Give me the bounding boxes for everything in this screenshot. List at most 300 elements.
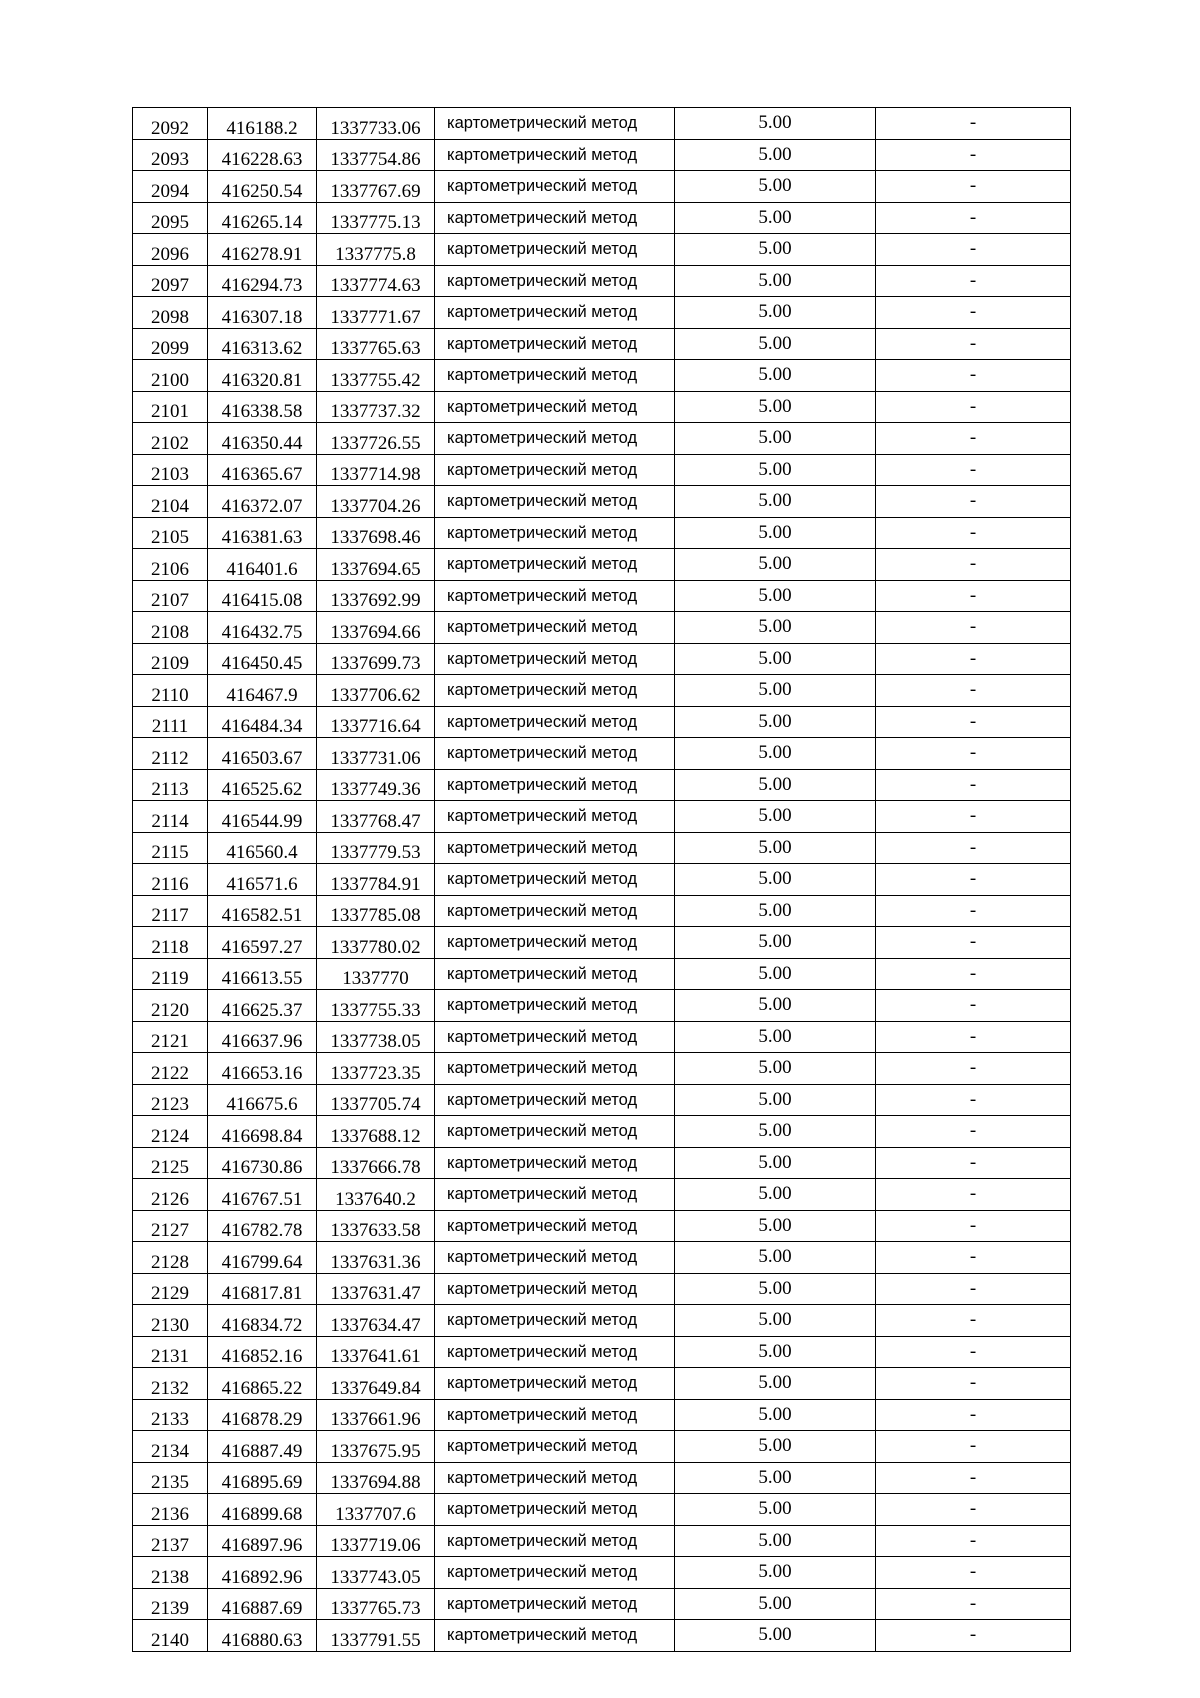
method-cell: картометрический метод: [435, 1525, 675, 1557]
x-coordinate-cell: 416880.63: [208, 1620, 317, 1652]
point-number-cell: 2104: [133, 486, 208, 518]
note-cell: -: [876, 108, 1071, 140]
point-number-cell: 2136: [133, 1494, 208, 1526]
table-row: [133, 990, 1071, 1022]
point-number-cell: 2109: [133, 643, 208, 675]
table-row: [133, 265, 1071, 297]
table-row: [133, 1368, 1071, 1400]
note-cell: -: [876, 1336, 1071, 1368]
accuracy-cell: 5.00: [675, 1116, 876, 1148]
accuracy-cell: 5.00: [675, 423, 876, 455]
point-number-cell: 2106: [133, 549, 208, 581]
x-coordinate-cell: 416415.08: [208, 580, 317, 612]
method-cell: картометрический метод: [435, 139, 675, 171]
method-cell: картометрический метод: [435, 1399, 675, 1431]
x-coordinate-cell: 416899.68: [208, 1494, 317, 1526]
table-row: [133, 486, 1071, 518]
y-coordinate-cell: 1337770: [317, 958, 435, 990]
point-number-cell: 2093: [133, 139, 208, 171]
note-cell: -: [876, 1116, 1071, 1148]
x-coordinate-cell: 416597.27: [208, 927, 317, 959]
table-row: [133, 202, 1071, 234]
point-number-cell: 2116: [133, 864, 208, 896]
accuracy-cell: 5.00: [675, 864, 876, 896]
note-cell: -: [876, 328, 1071, 360]
x-coordinate-cell: 416582.51: [208, 895, 317, 927]
accuracy-cell: 5.00: [675, 171, 876, 203]
table-row: [133, 927, 1071, 959]
y-coordinate-cell: 1337698.46: [317, 517, 435, 549]
x-coordinate-cell: 416730.86: [208, 1147, 317, 1179]
point-number-cell: 2126: [133, 1179, 208, 1211]
accuracy-cell: 5.00: [675, 580, 876, 612]
method-cell: картометрический метод: [435, 1021, 675, 1053]
method-cell: картометрический метод: [435, 643, 675, 675]
point-number-cell: 2130: [133, 1305, 208, 1337]
point-number-cell: 2139: [133, 1588, 208, 1620]
point-number-cell: 2103: [133, 454, 208, 486]
table-row: [133, 139, 1071, 171]
point-number-cell: 2114: [133, 801, 208, 833]
y-coordinate-cell: 1337706.62: [317, 675, 435, 707]
y-coordinate-cell: 1337631.47: [317, 1273, 435, 1305]
x-coordinate-cell: 416278.91: [208, 234, 317, 266]
accuracy-cell: 5.00: [675, 738, 876, 770]
note-cell: -: [876, 1021, 1071, 1053]
x-coordinate-cell: 416313.62: [208, 328, 317, 360]
method-cell: картометрический метод: [435, 1147, 675, 1179]
point-number-cell: 2107: [133, 580, 208, 612]
x-coordinate-cell: 416887.49: [208, 1431, 317, 1463]
method-cell: картометрический метод: [435, 1084, 675, 1116]
note-cell: -: [876, 171, 1071, 203]
table-row: [133, 1053, 1071, 1085]
note-cell: -: [876, 990, 1071, 1022]
table-row: [133, 580, 1071, 612]
point-number-cell: 2108: [133, 612, 208, 644]
note-cell: -: [876, 234, 1071, 266]
accuracy-cell: 5.00: [675, 265, 876, 297]
point-number-cell: 2120: [133, 990, 208, 1022]
y-coordinate-cell: 1337704.26: [317, 486, 435, 518]
point-number-cell: 2138: [133, 1557, 208, 1589]
note-cell: -: [876, 454, 1071, 486]
method-cell: картометрический метод: [435, 1368, 675, 1400]
y-coordinate-cell: 1337649.84: [317, 1368, 435, 1400]
method-cell: картометрический метод: [435, 580, 675, 612]
method-cell: картометрический метод: [435, 1179, 675, 1211]
coordinates-table-body: [133, 108, 1071, 1652]
table-row: [133, 1336, 1071, 1368]
x-coordinate-cell: 416544.99: [208, 801, 317, 833]
point-number-cell: 2119: [133, 958, 208, 990]
x-coordinate-cell: 416250.54: [208, 171, 317, 203]
note-cell: -: [876, 706, 1071, 738]
x-coordinate-cell: 416767.51: [208, 1179, 317, 1211]
x-coordinate-cell: 416307.18: [208, 297, 317, 329]
y-coordinate-cell: 1337768.47: [317, 801, 435, 833]
x-coordinate-cell: 416698.84: [208, 1116, 317, 1148]
y-coordinate-cell: 1337640.2: [317, 1179, 435, 1211]
table-row: [133, 360, 1071, 392]
table-row: [133, 1462, 1071, 1494]
y-coordinate-cell: 1337666.78: [317, 1147, 435, 1179]
accuracy-cell: 5.00: [675, 895, 876, 927]
accuracy-cell: 5.00: [675, 1431, 876, 1463]
y-coordinate-cell: 1337771.67: [317, 297, 435, 329]
table-row: [133, 675, 1071, 707]
method-cell: картометрический метод: [435, 927, 675, 959]
method-cell: картометрический метод: [435, 1462, 675, 1494]
note-cell: -: [876, 1557, 1071, 1589]
accuracy-cell: 5.00: [675, 1147, 876, 1179]
method-cell: картометрический метод: [435, 895, 675, 927]
y-coordinate-cell: 1337694.65: [317, 549, 435, 581]
accuracy-cell: 5.00: [675, 297, 876, 329]
point-number-cell: 2140: [133, 1620, 208, 1652]
point-number-cell: 2127: [133, 1210, 208, 1242]
table-row: [133, 1147, 1071, 1179]
accuracy-cell: 5.00: [675, 612, 876, 644]
accuracy-cell: 5.00: [675, 1399, 876, 1431]
y-coordinate-cell: 1337707.6: [317, 1494, 435, 1526]
method-cell: картометрический метод: [435, 108, 675, 140]
table-row: [133, 895, 1071, 927]
point-number-cell: 2123: [133, 1084, 208, 1116]
note-cell: -: [876, 958, 1071, 990]
point-number-cell: 2131: [133, 1336, 208, 1368]
method-cell: картометрический метод: [435, 706, 675, 738]
accuracy-cell: 5.00: [675, 549, 876, 581]
y-coordinate-cell: 1337754.86: [317, 139, 435, 171]
method-cell: картометрический метод: [435, 297, 675, 329]
note-cell: -: [876, 1147, 1071, 1179]
note-cell: -: [876, 1210, 1071, 1242]
point-number-cell: 2129: [133, 1273, 208, 1305]
point-number-cell: 2111: [133, 706, 208, 738]
point-number-cell: 2097: [133, 265, 208, 297]
note-cell: -: [876, 549, 1071, 581]
table-row: [133, 423, 1071, 455]
table-row: [133, 1494, 1071, 1526]
note-cell: -: [876, 1242, 1071, 1274]
x-coordinate-cell: 416613.55: [208, 958, 317, 990]
point-number-cell: 2134: [133, 1431, 208, 1463]
method-cell: картометрический метод: [435, 1557, 675, 1589]
x-coordinate-cell: 416484.34: [208, 706, 317, 738]
y-coordinate-cell: 1337694.66: [317, 612, 435, 644]
note-cell: -: [876, 864, 1071, 896]
note-cell: -: [876, 643, 1071, 675]
y-coordinate-cell: 1337733.06: [317, 108, 435, 140]
x-coordinate-cell: 416892.96: [208, 1557, 317, 1589]
note-cell: -: [876, 139, 1071, 171]
y-coordinate-cell: 1337779.53: [317, 832, 435, 864]
method-cell: картометрический метод: [435, 990, 675, 1022]
y-coordinate-cell: 1337749.36: [317, 769, 435, 801]
accuracy-cell: 5.00: [675, 1588, 876, 1620]
method-cell: картометрический метод: [435, 612, 675, 644]
point-number-cell: 2117: [133, 895, 208, 927]
accuracy-cell: 5.00: [675, 1021, 876, 1053]
point-number-cell: 2099: [133, 328, 208, 360]
method-cell: картометрический метод: [435, 832, 675, 864]
y-coordinate-cell: 1337784.91: [317, 864, 435, 896]
point-number-cell: 2135: [133, 1462, 208, 1494]
method-cell: картометрический метод: [435, 1588, 675, 1620]
table-row: [133, 706, 1071, 738]
note-cell: -: [876, 1084, 1071, 1116]
x-coordinate-cell: 416381.63: [208, 517, 317, 549]
note-cell: -: [876, 360, 1071, 392]
method-cell: картометрический метод: [435, 769, 675, 801]
accuracy-cell: 5.00: [675, 927, 876, 959]
note-cell: -: [876, 1368, 1071, 1400]
x-coordinate-cell: 416852.16: [208, 1336, 317, 1368]
accuracy-cell: 5.00: [675, 1620, 876, 1652]
method-cell: картометрический метод: [435, 801, 675, 833]
accuracy-cell: 5.00: [675, 990, 876, 1022]
note-cell: -: [876, 1273, 1071, 1305]
y-coordinate-cell: 1337714.98: [317, 454, 435, 486]
method-cell: картометрический метод: [435, 265, 675, 297]
table-row: [133, 643, 1071, 675]
x-coordinate-cell: 416450.45: [208, 643, 317, 675]
point-number-cell: 2110: [133, 675, 208, 707]
point-number-cell: 2102: [133, 423, 208, 455]
accuracy-cell: 5.00: [675, 1368, 876, 1400]
x-coordinate-cell: 416675.6: [208, 1084, 317, 1116]
table-row: [133, 832, 1071, 864]
table-row: [133, 297, 1071, 329]
accuracy-cell: 5.00: [675, 675, 876, 707]
y-coordinate-cell: 1337675.95: [317, 1431, 435, 1463]
accuracy-cell: 5.00: [675, 139, 876, 171]
method-cell: картометрический метод: [435, 1620, 675, 1652]
x-coordinate-cell: 416782.78: [208, 1210, 317, 1242]
method-cell: картометрический метод: [435, 486, 675, 518]
note-cell: -: [876, 927, 1071, 959]
x-coordinate-cell: 416294.73: [208, 265, 317, 297]
x-coordinate-cell: 416525.62: [208, 769, 317, 801]
accuracy-cell: 5.00: [675, 832, 876, 864]
method-cell: картометрический метод: [435, 738, 675, 770]
accuracy-cell: 5.00: [675, 1525, 876, 1557]
x-coordinate-cell: 416799.64: [208, 1242, 317, 1274]
method-cell: картометрический метод: [435, 549, 675, 581]
note-cell: -: [876, 265, 1071, 297]
accuracy-cell: 5.00: [675, 486, 876, 518]
note-cell: -: [876, 1494, 1071, 1526]
table-row: [133, 1431, 1071, 1463]
x-coordinate-cell: 416560.4: [208, 832, 317, 864]
y-coordinate-cell: 1337719.06: [317, 1525, 435, 1557]
y-coordinate-cell: 1337731.06: [317, 738, 435, 770]
point-number-cell: 2095: [133, 202, 208, 234]
point-number-cell: 2112: [133, 738, 208, 770]
y-coordinate-cell: 1337774.63: [317, 265, 435, 297]
x-coordinate-cell: 416571.6: [208, 864, 317, 896]
y-coordinate-cell: 1337791.55: [317, 1620, 435, 1652]
table-row: [133, 1588, 1071, 1620]
table-row: [133, 1273, 1071, 1305]
accuracy-cell: 5.00: [675, 1242, 876, 1274]
method-cell: картометрический метод: [435, 202, 675, 234]
note-cell: -: [876, 1053, 1071, 1085]
x-coordinate-cell: 416637.96: [208, 1021, 317, 1053]
table-row: [133, 769, 1071, 801]
point-number-cell: 2096: [133, 234, 208, 266]
table-row: [133, 391, 1071, 423]
x-coordinate-cell: 416625.37: [208, 990, 317, 1022]
accuracy-cell: 5.00: [675, 1273, 876, 1305]
x-coordinate-cell: 416865.22: [208, 1368, 317, 1400]
y-coordinate-cell: 1337705.74: [317, 1084, 435, 1116]
y-coordinate-cell: 1337755.33: [317, 990, 435, 1022]
y-coordinate-cell: 1337633.58: [317, 1210, 435, 1242]
accuracy-cell: 5.00: [675, 108, 876, 140]
y-coordinate-cell: 1337765.73: [317, 1588, 435, 1620]
note-cell: -: [876, 297, 1071, 329]
note-cell: -: [876, 423, 1071, 455]
point-number-cell: 2122: [133, 1053, 208, 1085]
accuracy-cell: 5.00: [675, 1494, 876, 1526]
method-cell: картометрический метод: [435, 423, 675, 455]
accuracy-cell: 5.00: [675, 517, 876, 549]
table-row: [133, 517, 1071, 549]
method-cell: картометрический метод: [435, 1210, 675, 1242]
table-row: [133, 108, 1071, 140]
x-coordinate-cell: 416338.58: [208, 391, 317, 423]
point-number-cell: 2100: [133, 360, 208, 392]
note-cell: -: [876, 580, 1071, 612]
y-coordinate-cell: 1337767.69: [317, 171, 435, 203]
method-cell: картометрический метод: [435, 360, 675, 392]
method-cell: картометрический метод: [435, 1305, 675, 1337]
method-cell: картометрический метод: [435, 675, 675, 707]
x-coordinate-cell: 416887.69: [208, 1588, 317, 1620]
point-number-cell: 2125: [133, 1147, 208, 1179]
x-coordinate-cell: 416895.69: [208, 1462, 317, 1494]
coordinates-table: [132, 107, 1071, 1652]
point-number-cell: 2115: [133, 832, 208, 864]
y-coordinate-cell: 1337775.13: [317, 202, 435, 234]
accuracy-cell: 5.00: [675, 801, 876, 833]
accuracy-cell: 5.00: [675, 1179, 876, 1211]
note-cell: -: [876, 612, 1071, 644]
method-cell: картометрический метод: [435, 958, 675, 990]
note-cell: -: [876, 517, 1071, 549]
table-row: [133, 234, 1071, 266]
y-coordinate-cell: 1337716.64: [317, 706, 435, 738]
method-cell: картометрический метод: [435, 1242, 675, 1274]
y-coordinate-cell: 1337775.8: [317, 234, 435, 266]
y-coordinate-cell: 1337641.61: [317, 1336, 435, 1368]
x-coordinate-cell: 416188.2: [208, 108, 317, 140]
table-row: [133, 1242, 1071, 1274]
table-row: [133, 549, 1071, 581]
method-cell: картометрический метод: [435, 1053, 675, 1085]
x-coordinate-cell: 416467.9: [208, 675, 317, 707]
note-cell: -: [876, 1179, 1071, 1211]
accuracy-cell: 5.00: [675, 1084, 876, 1116]
x-coordinate-cell: 416503.67: [208, 738, 317, 770]
accuracy-cell: 5.00: [675, 643, 876, 675]
accuracy-cell: 5.00: [675, 706, 876, 738]
x-coordinate-cell: 416265.14: [208, 202, 317, 234]
y-coordinate-cell: 1337765.63: [317, 328, 435, 360]
table-row: [133, 328, 1071, 360]
table-row: [133, 864, 1071, 896]
table-row: [133, 1620, 1071, 1652]
method-cell: картометрический метод: [435, 1494, 675, 1526]
note-cell: -: [876, 801, 1071, 833]
point-number-cell: 2137: [133, 1525, 208, 1557]
note-cell: -: [876, 1399, 1071, 1431]
accuracy-cell: 5.00: [675, 234, 876, 266]
accuracy-cell: 5.00: [675, 1053, 876, 1085]
note-cell: -: [876, 769, 1071, 801]
x-coordinate-cell: 416320.81: [208, 360, 317, 392]
x-coordinate-cell: 416653.16: [208, 1053, 317, 1085]
table-row: [133, 1305, 1071, 1337]
note-cell: -: [876, 675, 1071, 707]
note-cell: -: [876, 832, 1071, 864]
table-row: [133, 1525, 1071, 1557]
accuracy-cell: 5.00: [675, 1462, 876, 1494]
y-coordinate-cell: 1337780.02: [317, 927, 435, 959]
method-cell: картометрический метод: [435, 234, 675, 266]
point-number-cell: 2118: [133, 927, 208, 959]
table-row: [133, 1557, 1071, 1589]
x-coordinate-cell: 416228.63: [208, 139, 317, 171]
table-row: [133, 1116, 1071, 1148]
x-coordinate-cell: 416834.72: [208, 1305, 317, 1337]
point-number-cell: 2098: [133, 297, 208, 329]
note-cell: -: [876, 1525, 1071, 1557]
table-row: [133, 1021, 1071, 1053]
method-cell: картометрический метод: [435, 391, 675, 423]
x-coordinate-cell: 416432.75: [208, 612, 317, 644]
y-coordinate-cell: 1337634.47: [317, 1305, 435, 1337]
method-cell: картометрический метод: [435, 1116, 675, 1148]
table-row: [133, 454, 1071, 486]
x-coordinate-cell: 416401.6: [208, 549, 317, 581]
point-number-cell: 2113: [133, 769, 208, 801]
x-coordinate-cell: 416817.81: [208, 1273, 317, 1305]
table-row: [133, 1179, 1071, 1211]
accuracy-cell: 5.00: [675, 202, 876, 234]
accuracy-cell: 5.00: [675, 1557, 876, 1589]
y-coordinate-cell: 1337661.96: [317, 1399, 435, 1431]
table-row: [133, 1084, 1071, 1116]
method-cell: картометрический метод: [435, 171, 675, 203]
y-coordinate-cell: 1337743.05: [317, 1557, 435, 1589]
y-coordinate-cell: 1337723.35: [317, 1053, 435, 1085]
accuracy-cell: 5.00: [675, 391, 876, 423]
point-number-cell: 2092: [133, 108, 208, 140]
y-coordinate-cell: 1337688.12: [317, 1116, 435, 1148]
note-cell: -: [876, 1462, 1071, 1494]
note-cell: -: [876, 1431, 1071, 1463]
note-cell: -: [876, 486, 1071, 518]
point-number-cell: 2128: [133, 1242, 208, 1274]
x-coordinate-cell: 416365.67: [208, 454, 317, 486]
x-coordinate-cell: 416878.29: [208, 1399, 317, 1431]
method-cell: картометрический метод: [435, 1336, 675, 1368]
point-number-cell: 2132: [133, 1368, 208, 1400]
table-row: [133, 1210, 1071, 1242]
